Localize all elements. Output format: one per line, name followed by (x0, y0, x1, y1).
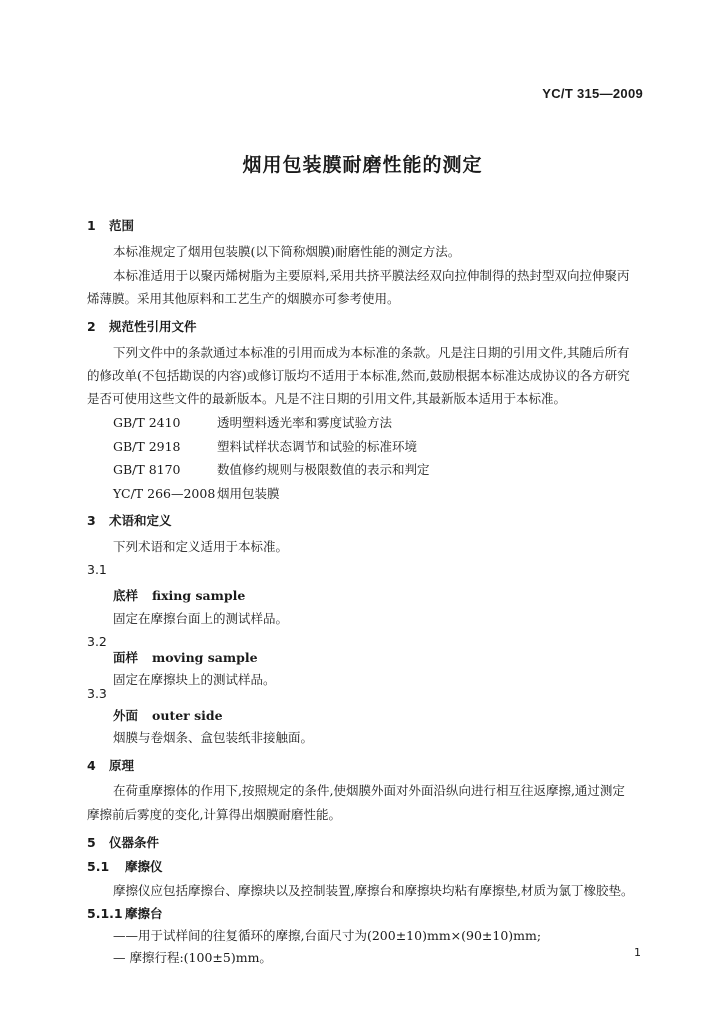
list-item: ——用于试样间的往复循环的摩擦,台面尺寸为(200±10)mm×(90±10)mm; (113, 928, 542, 943)
term-english: fixing sample (152, 588, 246, 603)
paragraph-continuation: 摩擦前后雾度的变化,计算得出烟膜耐磨性能。 (87, 807, 341, 822)
term-number: 3.3 (87, 686, 107, 701)
paragraph: 摩擦仪应包括摩擦台、摩擦块以及控制装置,摩擦台和摩擦块均粘有摩擦垫,材质为氯丁橡胶垫。 (113, 883, 634, 898)
paragraph: 本标准规定了烟用包装膜(以下简称烟膜)耐磨性能的测定方法。 (113, 244, 461, 259)
list-item: — 摩擦行程:(100±5)mm。 (113, 950, 272, 965)
page-number: 1 (634, 946, 641, 959)
reference-code: GB/T 2918 (113, 439, 181, 454)
reference-code: GB/T 2410 (113, 415, 181, 430)
reference-code: GB/T 8170 (113, 462, 181, 477)
section-title: 仪器条件 (109, 835, 160, 850)
document-title: 烟用包装膜耐磨性能的测定 (242, 154, 483, 176)
term-entry (113, 648, 258, 666)
paragraph: 下列文件中的条款通过本标准的引用而成为本标准的条款。凡是注日期的引用文件,其随后所有 (113, 345, 630, 360)
term-chinese: 面样 (113, 650, 139, 665)
section-2-heading (87, 317, 197, 335)
section-number: 3 (87, 513, 96, 528)
term-number: 3.1 (87, 562, 107, 577)
section-title: 原理 (109, 758, 135, 773)
reference-code: YC/T 266—2008 (113, 486, 216, 501)
paragraph-continuation: 的修改单(不包括勘误的内容)或修订版均不适用于本标准,然而,鼓励根据本标准达成协议的各方研究 (87, 368, 630, 383)
term-definition: 固定在摩擦台面上的测试样品。 (113, 611, 289, 626)
section-number: 4 (87, 758, 96, 773)
paragraph: 在荷重摩擦体的作用下,按照规定的条件,使烟膜外面对外面沿纵向进行相互往返摩擦,通过测定 (113, 783, 625, 798)
normative-reference (113, 484, 280, 502)
term-english: moving sample (152, 650, 258, 665)
section-1-heading (87, 216, 134, 234)
term-number: 3.2 (87, 634, 107, 649)
section-title: 范围 (109, 218, 135, 233)
section-number: 1 (87, 218, 96, 233)
reference-name: 烟用包装膜 (217, 486, 280, 501)
paragraph: 下列术语和定义适用于本标准。 (113, 539, 289, 554)
normative-reference (113, 460, 430, 478)
term-chinese: 底样 (113, 588, 139, 603)
standard-code: YC/T 315—2009 (542, 86, 643, 101)
paragraph-continuation: 烯薄膜。采用其他原料和工艺生产的烟膜亦可参考使用。 (87, 291, 400, 306)
term-english: outer side (152, 708, 223, 723)
term-entry (113, 586, 245, 604)
paragraph-continuation: 是否可使用这些文件的最新版本。凡是不注日期的引用文件,其最新版本适用于本标准。 (87, 391, 566, 406)
section-number: 5 (87, 835, 96, 850)
subsection-5-1-1-heading (87, 904, 163, 922)
term-definition: 烟膜与卷烟条、盒包装纸非接触面。 (113, 730, 314, 745)
section-5-heading (87, 833, 159, 851)
term-chinese: 外面 (113, 708, 139, 723)
reference-name: 塑料试样状态调节和试验的标准环境 (217, 439, 418, 454)
subsection-title: 摩擦仪 (125, 859, 163, 874)
normative-reference (113, 437, 417, 455)
subsection-title: 摩擦台 (125, 906, 163, 921)
section-title: 术语和定义 (109, 513, 172, 528)
section-number: 2 (87, 319, 96, 334)
reference-name: 数值修约规则与极限数值的表示和判定 (217, 462, 430, 477)
subsection-number: 5.1.1 (87, 906, 123, 921)
term-entry (113, 706, 223, 724)
paragraph: 本标准适用于以聚丙烯树脂为主要原料,采用共挤平膜法经双向拉伸制得的热封型双向拉伸聚丙 (113, 268, 630, 283)
subsection-number: 5.1 (87, 859, 110, 874)
section-title: 规范性引用文件 (109, 319, 197, 334)
section-4-heading (87, 756, 134, 774)
term-definition: 固定在摩擦块上的测试样品。 (113, 672, 276, 687)
reference-name: 透明塑料透光率和雾度试验方法 (217, 415, 393, 430)
normative-reference (113, 413, 392, 431)
section-3-heading (87, 511, 172, 529)
subsection-5-1-heading (87, 857, 163, 875)
